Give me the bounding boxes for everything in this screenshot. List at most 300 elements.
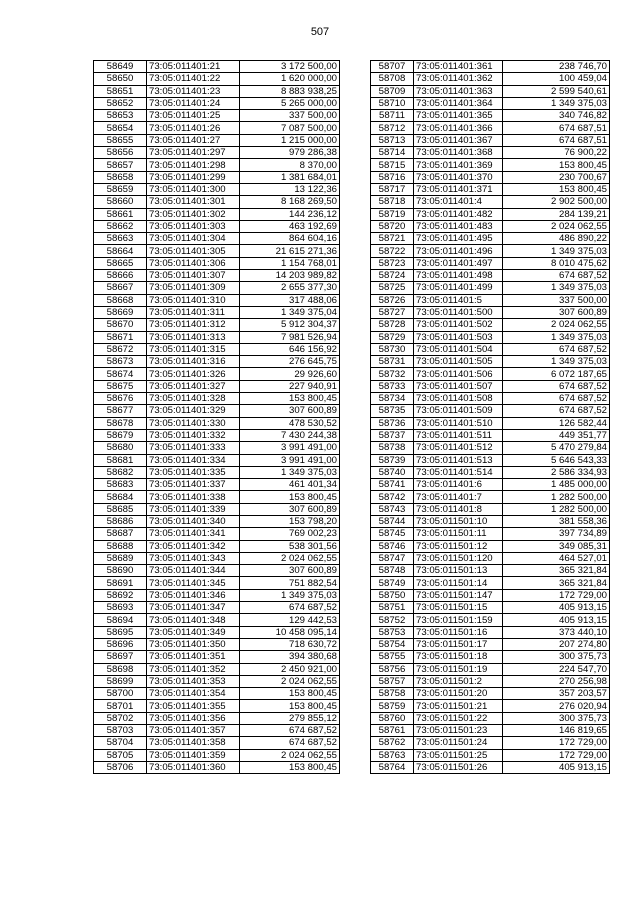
row-number: 58680: [94, 442, 147, 454]
row-number: 58727: [371, 306, 414, 318]
cadastral-number: 73:05:011401:5: [414, 294, 503, 306]
row-number: 58745: [371, 528, 414, 540]
row-number: 58681: [94, 454, 147, 466]
row-number: 58721: [371, 233, 414, 245]
row-number: 58741: [371, 479, 414, 491]
table-row: [371, 515, 610, 527]
cadastral-value: 1 485 000,00: [503, 479, 610, 491]
table-row: [94, 602, 340, 614]
table-row: [94, 147, 340, 159]
row-number: 58687: [94, 528, 147, 540]
cadastral-number: 73:05:011401:6: [414, 479, 503, 491]
row-number: 58709: [371, 85, 414, 97]
cadastral-number: 73:05:011501:12: [414, 540, 503, 552]
cadastral-number: 73:05:011501:23: [414, 725, 503, 737]
cadastral-value: 674 687,52: [503, 405, 610, 417]
cadastral-number: 73:05:011401:506: [414, 368, 503, 380]
row-number: 58755: [371, 651, 414, 663]
table-row: [371, 183, 610, 195]
cadastral-number: 73:05:011401:367: [414, 134, 503, 146]
cadastral-number: 73:05:011401:334: [147, 454, 240, 466]
table-row: [371, 725, 610, 737]
row-number: 58726: [371, 294, 414, 306]
table-row: [371, 540, 610, 552]
table-row: [371, 454, 610, 466]
cadastral-number: 73:05:011401:21: [147, 61, 240, 73]
cadastral-number: 73:05:011401:307: [147, 270, 240, 282]
cadastral-value: 718 630,72: [240, 638, 340, 650]
row-number: 58720: [371, 220, 414, 232]
row-number: 58722: [371, 245, 414, 257]
row-number: 58662: [94, 220, 147, 232]
row-number: 58677: [94, 405, 147, 417]
table-row: [371, 442, 610, 454]
table-row: [94, 417, 340, 429]
cadastral-number: 73:05:011501:26: [414, 761, 503, 773]
row-number: 58752: [371, 614, 414, 626]
row-number: 58679: [94, 429, 147, 441]
table-row: [371, 688, 610, 700]
table-row: [94, 306, 340, 318]
row-number: 58707: [371, 61, 414, 73]
table-row: [371, 626, 610, 638]
cadastral-number: 73:05:011501:14: [414, 577, 503, 589]
table-row: [371, 171, 610, 183]
table-row: [94, 85, 340, 97]
table-row: [371, 466, 610, 478]
cadastral-number: 73:05:011401:355: [147, 700, 240, 712]
cadastral-value: 2 599 540,61: [503, 85, 610, 97]
cadastral-number: 73:05:011501:10: [414, 515, 503, 527]
row-number: 58654: [94, 122, 147, 134]
table-row: [371, 134, 610, 146]
table-row: [94, 196, 340, 208]
table-row: [371, 282, 610, 294]
cadastral-value: 153 800,45: [240, 491, 340, 503]
table-row: [371, 417, 610, 429]
cadastral-number: 73:05:011401:23: [147, 85, 240, 97]
table-row: [371, 491, 610, 503]
row-number: 58666: [94, 270, 147, 282]
cadastral-value: 1 349 375,03: [240, 466, 340, 478]
row-number: 58667: [94, 282, 147, 294]
row-number: 58717: [371, 183, 414, 195]
row-number: 58691: [94, 577, 147, 589]
cadastral-value: 357 203,57: [503, 688, 610, 700]
table-row: [371, 737, 610, 749]
table-row: [94, 626, 340, 638]
cadastral-number: 73:05:011401:297: [147, 147, 240, 159]
row-number: 58708: [371, 73, 414, 85]
cadastral-number: 73:05:011401:330: [147, 417, 240, 429]
cadastral-number: 73:05:011401:4: [414, 196, 503, 208]
table-row: [371, 663, 610, 675]
row-number: 58676: [94, 393, 147, 405]
cadastral-number: 73:05:011401:356: [147, 712, 240, 724]
table-row: [94, 528, 340, 540]
table-row: [371, 602, 610, 614]
right-register-table: [370, 60, 610, 774]
cadastral-number: 73:05:011501:25: [414, 749, 503, 761]
row-number: 58692: [94, 589, 147, 601]
table-row: [371, 245, 610, 257]
row-number: 58706: [94, 761, 147, 773]
cadastral-value: 270 256,98: [503, 675, 610, 687]
table-row: [371, 503, 610, 515]
row-number: 58698: [94, 663, 147, 675]
cadastral-value: 373 440,10: [503, 626, 610, 638]
row-number: 58655: [94, 134, 147, 146]
cadastral-value: 1 282 500,00: [503, 503, 610, 515]
table-row: [371, 429, 610, 441]
cadastral-number: 73:05:011401:335: [147, 466, 240, 478]
row-number: 58669: [94, 306, 147, 318]
cadastral-value: 2 586 334,93: [503, 466, 610, 478]
cadastral-value: 238 746,70: [503, 61, 610, 73]
table-row: [94, 700, 340, 712]
cadastral-value: 153 800,45: [503, 159, 610, 171]
row-number: 58652: [94, 97, 147, 109]
row-number: 58675: [94, 380, 147, 392]
row-number: 58704: [94, 737, 147, 749]
row-number: 58719: [371, 208, 414, 220]
page-number: 507: [310, 26, 330, 38]
cadastral-value: 21 615 271,36: [240, 245, 340, 257]
table-row: [94, 183, 340, 195]
row-number: 58748: [371, 565, 414, 577]
table-row: [94, 638, 340, 650]
cadastral-number: 73:05:011401:299: [147, 171, 240, 183]
cadastral-number: 73:05:011401:7: [414, 491, 503, 503]
cadastral-value: 381 558,36: [503, 515, 610, 527]
row-number: 58674: [94, 368, 147, 380]
cadastral-number: 73:05:011401:337: [147, 479, 240, 491]
table-row: [371, 319, 610, 331]
cadastral-value: 365 321,84: [503, 565, 610, 577]
table-row: [371, 257, 610, 269]
cadastral-value: 405 913,15: [503, 602, 610, 614]
cadastral-value: 300 375,73: [503, 651, 610, 663]
cadastral-number: 73:05:011501:159: [414, 614, 503, 626]
cadastral-value: 8 010 475,62: [503, 257, 610, 269]
row-number: 58700: [94, 688, 147, 700]
cadastral-number: 73:05:011401:368: [414, 147, 503, 159]
table-row: [371, 368, 610, 380]
row-number: 58683: [94, 479, 147, 491]
table-row: [94, 122, 340, 134]
row-number: 58744: [371, 515, 414, 527]
cadastral-number: 73:05:011401:507: [414, 380, 503, 392]
cadastral-number: 73:05:011401:371: [414, 183, 503, 195]
cadastral-number: 73:05:011401:316: [147, 356, 240, 368]
cadastral-number: 73:05:011401:340: [147, 515, 240, 527]
table-row: [94, 577, 340, 589]
cadastral-number: 73:05:011401:500: [414, 306, 503, 318]
table-row: [94, 651, 340, 663]
table-row: [371, 577, 610, 589]
table-row: [94, 479, 340, 491]
cadastral-number: 73:05:011501:147: [414, 589, 503, 601]
table-row: [94, 294, 340, 306]
row-number: 58756: [371, 663, 414, 675]
cadastral-value: 674 687,52: [240, 602, 340, 614]
cadastral-number: 73:05:011501:19: [414, 663, 503, 675]
cadastral-value: 5 265 000,00: [240, 97, 340, 109]
table-row: [371, 343, 610, 355]
cadastral-value: 463 192,69: [240, 220, 340, 232]
cadastral-number: 73:05:011401:509: [414, 405, 503, 417]
cadastral-number: 73:05:011401:483: [414, 220, 503, 232]
table-row: [94, 663, 340, 675]
cadastral-value: 1 282 500,00: [503, 491, 610, 503]
cadastral-number: 73:05:011401:310: [147, 294, 240, 306]
row-number: 58753: [371, 626, 414, 638]
cadastral-value: 100 459,04: [503, 73, 610, 85]
row-number: 58715: [371, 159, 414, 171]
cadastral-value: 2 024 062,55: [240, 552, 340, 564]
cadastral-number: 73:05:011401:332: [147, 429, 240, 441]
table-row: [371, 61, 610, 73]
row-number: 58670: [94, 319, 147, 331]
row-number: 58714: [371, 147, 414, 159]
row-number: 58650: [94, 73, 147, 85]
cadastral-value: 224 547,70: [503, 663, 610, 675]
cadastral-number: 73:05:011401:341: [147, 528, 240, 540]
cadastral-number: 73:05:011501:120: [414, 552, 503, 564]
cadastral-value: 2 024 062,55: [503, 319, 610, 331]
table-row: [94, 614, 340, 626]
cadastral-value: 153 800,45: [240, 700, 340, 712]
cadastral-value: 337 500,00: [240, 110, 340, 122]
cadastral-number: 73:05:011401:508: [414, 393, 503, 405]
cadastral-number: 73:05:011401:503: [414, 331, 503, 343]
cadastral-number: 73:05:011401:311: [147, 306, 240, 318]
table-row: [94, 393, 340, 405]
cadastral-value: 674 687,52: [503, 343, 610, 355]
row-number: 58702: [94, 712, 147, 724]
table-row: [371, 306, 610, 318]
row-number: 58656: [94, 147, 147, 159]
cadastral-value: 307 600,89: [503, 306, 610, 318]
table-row: [94, 503, 340, 515]
row-number: 58763: [371, 749, 414, 761]
row-number: 58686: [94, 515, 147, 527]
row-number: 58653: [94, 110, 147, 122]
table-row: [371, 331, 610, 343]
table-row: [94, 725, 340, 737]
cadastral-number: 73:05:011401:333: [147, 442, 240, 454]
table-row: [94, 171, 340, 183]
cadastral-number: 73:05:011401:369: [414, 159, 503, 171]
cadastral-number: 73:05:011401:328: [147, 393, 240, 405]
row-number: 58678: [94, 417, 147, 429]
row-number: 58739: [371, 454, 414, 466]
row-number: 58665: [94, 257, 147, 269]
table-row: [371, 393, 610, 405]
cadastral-value: 153 800,45: [503, 183, 610, 195]
row-number: 58723: [371, 257, 414, 269]
cadastral-value: 14 203 989,82: [240, 270, 340, 282]
cadastral-value: 538 301,56: [240, 540, 340, 552]
row-number: 58747: [371, 552, 414, 564]
row-number: 58696: [94, 638, 147, 650]
row-number: 58757: [371, 675, 414, 687]
row-number: 58716: [371, 171, 414, 183]
cadastral-number: 73:05:011401:346: [147, 589, 240, 601]
cadastral-number: 73:05:011401:497: [414, 257, 503, 269]
cadastral-number: 73:05:011401:298: [147, 159, 240, 171]
cadastral-number: 73:05:011501:2: [414, 675, 503, 687]
cadastral-value: 751 882,54: [240, 577, 340, 589]
cadastral-value: 307 600,89: [240, 565, 340, 577]
table-row: [371, 147, 610, 159]
row-number: 58740: [371, 466, 414, 478]
cadastral-value: 769 002,23: [240, 528, 340, 540]
cadastral-number: 73:05:011501:24: [414, 737, 503, 749]
cadastral-value: 1 349 375,03: [503, 97, 610, 109]
row-number: 58661: [94, 208, 147, 220]
cadastral-number: 73:05:011401:305: [147, 245, 240, 257]
row-number: 58699: [94, 675, 147, 687]
row-number: 58760: [371, 712, 414, 724]
cadastral-value: 449 351,77: [503, 429, 610, 441]
cadastral-value: 307 600,89: [240, 405, 340, 417]
table-row: [94, 589, 340, 601]
cadastral-number: 73:05:011401:345: [147, 577, 240, 589]
table-row: [94, 97, 340, 109]
row-number: 58712: [371, 122, 414, 134]
row-number: 58761: [371, 725, 414, 737]
cadastral-value: 674 687,51: [503, 134, 610, 146]
cadastral-number: 73:05:011401:358: [147, 737, 240, 749]
cadastral-number: 73:05:011401:309: [147, 282, 240, 294]
table-row: [94, 134, 340, 146]
cadastral-number: 73:05:011401:302: [147, 208, 240, 220]
cadastral-number: 73:05:011401:352: [147, 663, 240, 675]
left-register-table: [93, 60, 340, 774]
table-row: [371, 761, 610, 773]
cadastral-value: 394 380,68: [240, 651, 340, 663]
row-number: 58693: [94, 602, 147, 614]
cadastral-number: 73:05:011401:301: [147, 196, 240, 208]
cadastral-number: 73:05:011501:20: [414, 688, 503, 700]
row-number: 58751: [371, 602, 414, 614]
row-number: 58733: [371, 380, 414, 392]
table-row: [94, 110, 340, 122]
table-row: [371, 651, 610, 663]
cadastral-value: 284 139,21: [503, 208, 610, 220]
row-number: 58703: [94, 725, 147, 737]
row-number: 58659: [94, 183, 147, 195]
cadastral-number: 73:05:011401:327: [147, 380, 240, 392]
cadastral-number: 73:05:011501:18: [414, 651, 503, 663]
cadastral-number: 73:05:011401:364: [414, 97, 503, 109]
cadastral-number: 73:05:011401:354: [147, 688, 240, 700]
cadastral-value: 8 168 269,50: [240, 196, 340, 208]
cadastral-number: 73:05:011401:27: [147, 134, 240, 146]
row-number: 58750: [371, 589, 414, 601]
cadastral-value: 2 024 062,55: [240, 749, 340, 761]
cadastral-number: 73:05:011501:11: [414, 528, 503, 540]
cadastral-number: 73:05:011401:26: [147, 122, 240, 134]
cadastral-value: 365 321,84: [503, 577, 610, 589]
table-row: [371, 159, 610, 171]
row-number: 58673: [94, 356, 147, 368]
cadastral-value: 3 172 500,00: [240, 61, 340, 73]
cadastral-value: 153 800,45: [240, 688, 340, 700]
row-number: 58762: [371, 737, 414, 749]
row-number: 58688: [94, 540, 147, 552]
cadastral-number: 73:05:011401:25: [147, 110, 240, 122]
cadastral-number: 73:05:011401:315: [147, 343, 240, 355]
table-row: [94, 319, 340, 331]
table-row: [94, 491, 340, 503]
cadastral-value: 279 855,12: [240, 712, 340, 724]
table-row: [94, 380, 340, 392]
cadastral-value: 172 729,00: [503, 749, 610, 761]
table-row: [371, 110, 610, 122]
table-row: [94, 688, 340, 700]
row-number: 58718: [371, 196, 414, 208]
cadastral-number: 73:05:011401:306: [147, 257, 240, 269]
cadastral-value: 2 655 377,30: [240, 282, 340, 294]
row-number: 58730: [371, 343, 414, 355]
cadastral-value: 674 687,52: [503, 270, 610, 282]
cadastral-value: 337 500,00: [503, 294, 610, 306]
cadastral-number: 73:05:011401:351: [147, 651, 240, 663]
cadastral-value: 478 530,52: [240, 417, 340, 429]
cadastral-number: 73:05:011401:329: [147, 405, 240, 417]
table-row: [371, 233, 610, 245]
cadastral-number: 73:05:011401:338: [147, 491, 240, 503]
cadastral-value: 153 800,45: [240, 761, 340, 773]
table-row: [371, 712, 610, 724]
cadastral-value: 146 819,65: [503, 725, 610, 737]
cadastral-number: 73:05:011401:350: [147, 638, 240, 650]
cadastral-value: 76 900,22: [503, 147, 610, 159]
table-row: [94, 540, 340, 552]
cadastral-value: 674 687,52: [503, 393, 610, 405]
cadastral-value: 7 981 526,94: [240, 331, 340, 343]
cadastral-value: 144 236,12: [240, 208, 340, 220]
table-row: [371, 589, 610, 601]
cadastral-value: 1 349 375,03: [503, 356, 610, 368]
table-row: [371, 675, 610, 687]
row-number: 58689: [94, 552, 147, 564]
cadastral-number: 73:05:011501:21: [414, 700, 503, 712]
cadastral-number: 73:05:011401:353: [147, 675, 240, 687]
row-number: 58672: [94, 343, 147, 355]
row-number: 58735: [371, 405, 414, 417]
row-number: 58724: [371, 270, 414, 282]
row-number: 58743: [371, 503, 414, 515]
row-number: 58701: [94, 700, 147, 712]
cadastral-value: 1 349 375,03: [503, 282, 610, 294]
cadastral-value: 172 729,00: [503, 737, 610, 749]
row-number: 58651: [94, 85, 147, 97]
cadastral-value: 317 488,06: [240, 294, 340, 306]
table-row: [371, 356, 610, 368]
row-number: 58738: [371, 442, 414, 454]
table-row: [371, 270, 610, 282]
cadastral-value: 461 401,34: [240, 479, 340, 491]
table-row: [94, 737, 340, 749]
row-number: 58663: [94, 233, 147, 245]
row-number: 58658: [94, 171, 147, 183]
table-row: [371, 638, 610, 650]
row-number: 58713: [371, 134, 414, 146]
cadastral-number: 73:05:011401:300: [147, 183, 240, 195]
